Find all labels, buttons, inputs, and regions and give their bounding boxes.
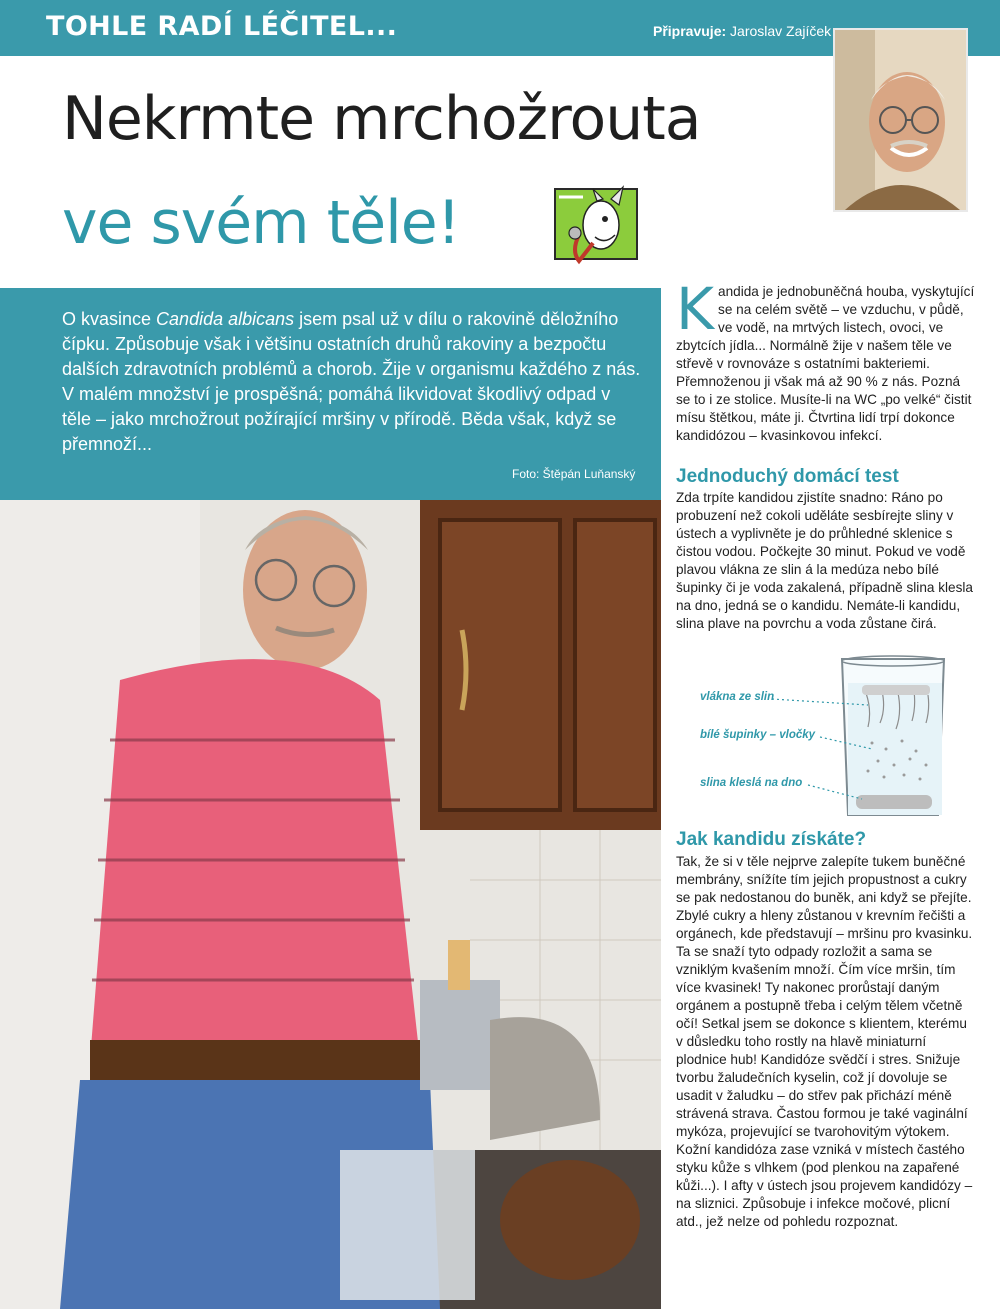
source-heading: Jak kandidu získáte? [676, 829, 867, 850]
intro-paragraph [676, 275, 976, 445]
main-photo-illustration [0, 500, 661, 1309]
diagram-label-flakes: bílé šupinky – vločky [700, 729, 816, 741]
photo-credit: Foto: Štěpán Luňanský [512, 467, 636, 481]
lead-text-start: O kvasince [62, 309, 157, 329]
lead-paragraph [62, 307, 642, 457]
prepared-by [653, 23, 831, 39]
diagram-label-sediment: slina kleslá na dno [700, 777, 803, 789]
headline-line2: ve svém těle! [62, 188, 460, 258]
lead-text-rest: jsem psal už v dílu o rakovině děložního čípku. Způsobuje však i většinu ostatních druhů rakoviny a bezpočtu dalších zdravotních problémů a chorob. Žije v organismu každého z nás. V malém množství je prospěšná; pomáhá likvidovat škodlivý odpad v těle – jako mrchožrout požírající mršiny v přírodě. Běda však, když se přemnoží... [62, 309, 641, 454]
source-paragraph: Tak, že si v těle nejprve zalepíte tukem buněčné membrány, snížíte tím jejich propustnost a cukry se pak nedostanou do buněk, ani když se přejíte. Zbylé cukry a hleny zůstanou v krevním řečišti a orgánech, kde představují – mršinu pro kvasinku. Ta se snaží tyto odpady rozložit a sama se vzniklým kvašením množí. Čím více mršin, tím více kvasinek! Ty nakonec prorůstají daným orgánem a postupně třeba i celým tělem včetně očí! Setkal jsem se dokonce s klientem, kterému v důsledku toho rostly na hlavě miniaturní plodnice hub! Kandidóze svědčí i stres. Snižuje tvorbu žaludečních kyselin, což jí dovoluje se usadit v žaludku – do střev pak přichází méně strávená strava. Častou formou je také vaginální mykóza, projevující se tvarohovitým výtokem. Kožní kandidóza zase vzniká v místech častého styku kůže s vlhkem (pod plenkou na zapařené kůži...). I afty v ústech jsou projevem kandidózy – na sliznici. Způsobuje i infekce močové, plicní atd., jež nelze od pohledu rozpoznat. [676, 854, 973, 1229]
drop-cap: K [676, 275, 715, 343]
test-heading: Jednoduchý domácí test [676, 466, 899, 487]
intro-text: andida je jednobuněčná houba, vyskytující se na celém světě – ve vzduchu, v půdě, ve vodě, na mrtvých listech, ovoci, ve zbytcích jídla... Normálně žije v našem těle ve střevě v rovnováze s ostatními bakteriemi. Přemnoženou ji však má až 90 % z nás. Pozná se to i ze stolice. Musíte-li na WC „po velké“ čistit mísu štětkou, máte ji. Čtvrtina lidí trpí dokonce kandidózou – kvasinkovou infekcí. [676, 284, 975, 443]
prepared-by-label: Připravuje: [653, 23, 727, 39]
author-portrait-illustration [835, 30, 966, 210]
prepared-by-name: Jaroslav Zajíček [730, 23, 832, 39]
test-paragraph: Zda trpíte kandidou zjistíte snadno: Ráno po probuzení než cokoli uděláte sesbírejte sliny v ústech a vyplivněte je do průhledné sklenice s čistou vodou. Počkejte 30 minut. Pokud ve vodě plavou vlákna ze slin á la medúza nebo bílé šupinky či je voda zakalená, případně slina klesla na dno, jedná se o kandidu. Nemáte-li kandidu, slina plave na povrchu a voda zůstane čirá. [676, 490, 973, 631]
section-title: TOHLE RADÍ LÉČITEL... [46, 11, 398, 42]
author-portrait [833, 28, 968, 212]
goat-doctor-icon [549, 185, 643, 265]
saliva-test-diagram [676, 653, 976, 825]
main-photo [0, 500, 661, 1309]
headline-line1: Nekrmte mrchožrouta [62, 84, 701, 154]
lead-species-name: Candida albicans [156, 309, 295, 329]
diagram-label-threads: vlákna ze slin [700, 691, 775, 703]
